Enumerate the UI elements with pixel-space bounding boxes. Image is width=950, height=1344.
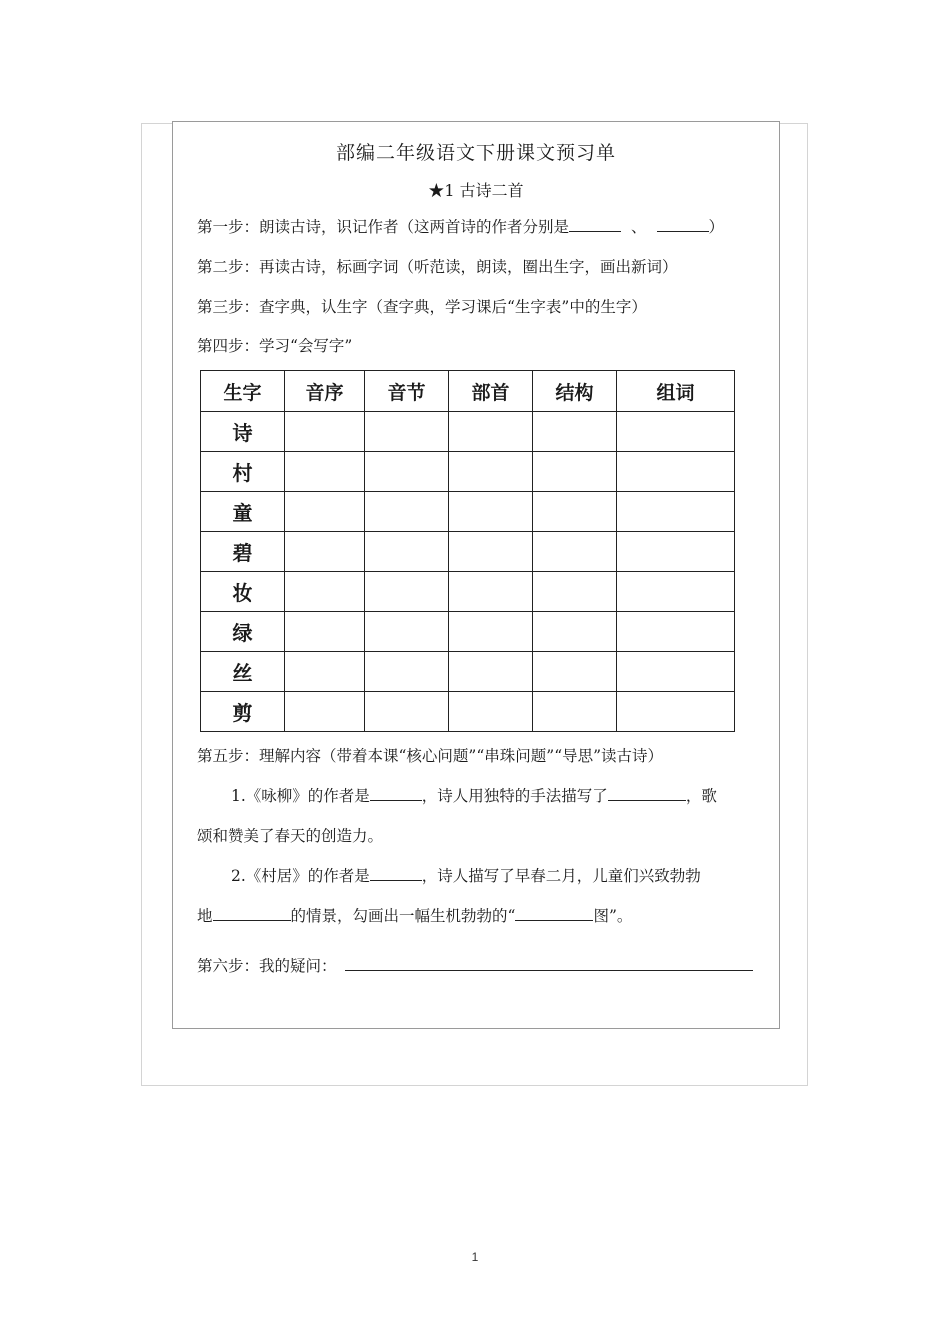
answer-cell[interactable] (449, 652, 533, 692)
question-2-line-1 (231, 864, 701, 886)
q2-text-c: 地 (197, 907, 213, 925)
answer-cell[interactable] (285, 692, 365, 732)
step-6-text: 第六步：我的疑问： (197, 957, 337, 975)
answer-cell[interactable] (533, 492, 617, 532)
table-row (201, 532, 735, 572)
answer-cell[interactable] (617, 452, 735, 492)
answer-cell[interactable] (285, 612, 365, 652)
answer-cell[interactable] (449, 412, 533, 452)
table-row (201, 692, 735, 732)
table-row (201, 452, 735, 492)
answer-cell[interactable] (365, 412, 449, 452)
answer-cell[interactable] (449, 692, 533, 732)
step-4: 第四步：学习“会写字” (197, 337, 353, 355)
q1-text-a: 1.《咏柳》的作者是 (231, 787, 370, 805)
answer-cell[interactable] (365, 652, 449, 692)
character-cell: 剪 (201, 692, 285, 732)
step-1-text: 第一步：朗读古诗，识记作者（这两首诗的作者分别是 (197, 218, 570, 236)
answer-cell[interactable] (617, 692, 735, 732)
answer-cell[interactable] (285, 452, 365, 492)
answer-cell[interactable] (285, 412, 365, 452)
table-header-cell: 音序 (285, 371, 365, 412)
step-1-separator: 、 (631, 218, 647, 236)
page-number: 1 (471, 1250, 479, 1264)
table-header-cell: 组词 (617, 371, 735, 412)
answer-cell[interactable] (285, 532, 365, 572)
table-row (201, 492, 735, 532)
answer-cell[interactable] (617, 652, 735, 692)
answer-cell[interactable] (365, 572, 449, 612)
lesson-heading (173, 178, 779, 201)
worksheet (172, 121, 780, 1029)
answer-cell[interactable] (617, 412, 735, 452)
character-cell: 村 (201, 452, 285, 492)
answer-cell[interactable] (533, 652, 617, 692)
q1-description-blank[interactable] (608, 786, 686, 801)
q1-text-b: ，诗人用独特的手法描写了 (421, 787, 608, 805)
question-2-line-2 (197, 904, 632, 926)
answer-cell[interactable] (449, 612, 533, 652)
table-header-cell: 结构 (533, 371, 617, 412)
step-3: 第三步：查字典，认生字（查字典，学习课后“生字表”中的生字） (197, 298, 647, 316)
q2-picture-blank[interactable] (515, 906, 593, 921)
question-answer-line[interactable] (345, 956, 753, 971)
answer-cell[interactable] (365, 532, 449, 572)
answer-cell[interactable] (449, 532, 533, 572)
answer-cell[interactable] (533, 692, 617, 732)
answer-cell[interactable] (617, 612, 735, 652)
answer-cell[interactable] (533, 452, 617, 492)
author-blank-1[interactable] (569, 217, 621, 232)
character-cell: 丝 (201, 652, 285, 692)
character-cell: 童 (201, 492, 285, 532)
table-header-cell: 生字 (201, 371, 285, 412)
answer-cell[interactable] (365, 452, 449, 492)
answer-cell[interactable] (449, 572, 533, 612)
q2-text-b: ，诗人描写了早春二月，儿童们兴致勃勃 (421, 867, 701, 885)
question-1-line-1 (231, 784, 717, 806)
answer-cell[interactable] (617, 572, 735, 612)
answer-cell[interactable] (533, 612, 617, 652)
answer-cell[interactable] (533, 412, 617, 452)
answer-cell[interactable] (449, 452, 533, 492)
q2-text-a: 2.《村居》的作者是 (231, 867, 370, 885)
step-5: 第五步：理解内容（带着本课“核心问题”“串珠问题”“导思”读古诗） (197, 747, 664, 765)
table-header-cell: 部首 (449, 371, 533, 412)
step-6 (197, 954, 753, 976)
character-cell: 碧 (201, 532, 285, 572)
lesson-number: 1 (444, 181, 455, 200)
author-blank-2[interactable] (657, 217, 709, 232)
answer-cell[interactable] (365, 492, 449, 532)
answer-cell[interactable] (449, 492, 533, 532)
table-row (201, 572, 735, 612)
q2-text-d: 的情景，勾画出一幅生机勃勃的“ (290, 907, 516, 925)
table-header-row (201, 371, 735, 412)
q1-author-blank[interactable] (370, 786, 422, 801)
table-row (201, 612, 735, 652)
answer-cell[interactable] (365, 692, 449, 732)
character-table (200, 370, 735, 732)
q2-text-e: 图”。 (593, 907, 633, 925)
answer-cell[interactable] (533, 532, 617, 572)
lesson-name: 古诗二首 (459, 181, 524, 200)
character-cell: 诗 (201, 412, 285, 452)
answer-cell[interactable] (365, 612, 449, 652)
question-1-line-2: 颂和赞美了春天的创造力。 (197, 827, 384, 845)
answer-cell[interactable] (285, 572, 365, 612)
q2-author-blank[interactable] (370, 866, 422, 881)
character-cell: 绿 (201, 612, 285, 652)
worksheet-title: 部编二年级语文下册课文预习单 (335, 142, 616, 164)
table-header-cell: 音节 (365, 371, 449, 412)
q2-scene-blank[interactable] (213, 906, 291, 921)
q1-text-c: ，歌 (685, 787, 717, 805)
step-2: 第二步：再读古诗，标画字词（听范读，朗读，圈出生字，画出新词） (197, 258, 678, 276)
step-1-end: ） (708, 218, 725, 236)
answer-cell[interactable] (617, 532, 735, 572)
answer-cell[interactable] (285, 492, 365, 532)
star-icon: ★ (428, 181, 445, 200)
answer-cell[interactable] (285, 652, 365, 692)
answer-cell[interactable] (533, 572, 617, 612)
character-cell: 妆 (201, 572, 285, 612)
answer-cell[interactable] (617, 492, 735, 532)
table-row (201, 412, 735, 452)
step-1 (197, 215, 724, 237)
table-row (201, 652, 735, 692)
